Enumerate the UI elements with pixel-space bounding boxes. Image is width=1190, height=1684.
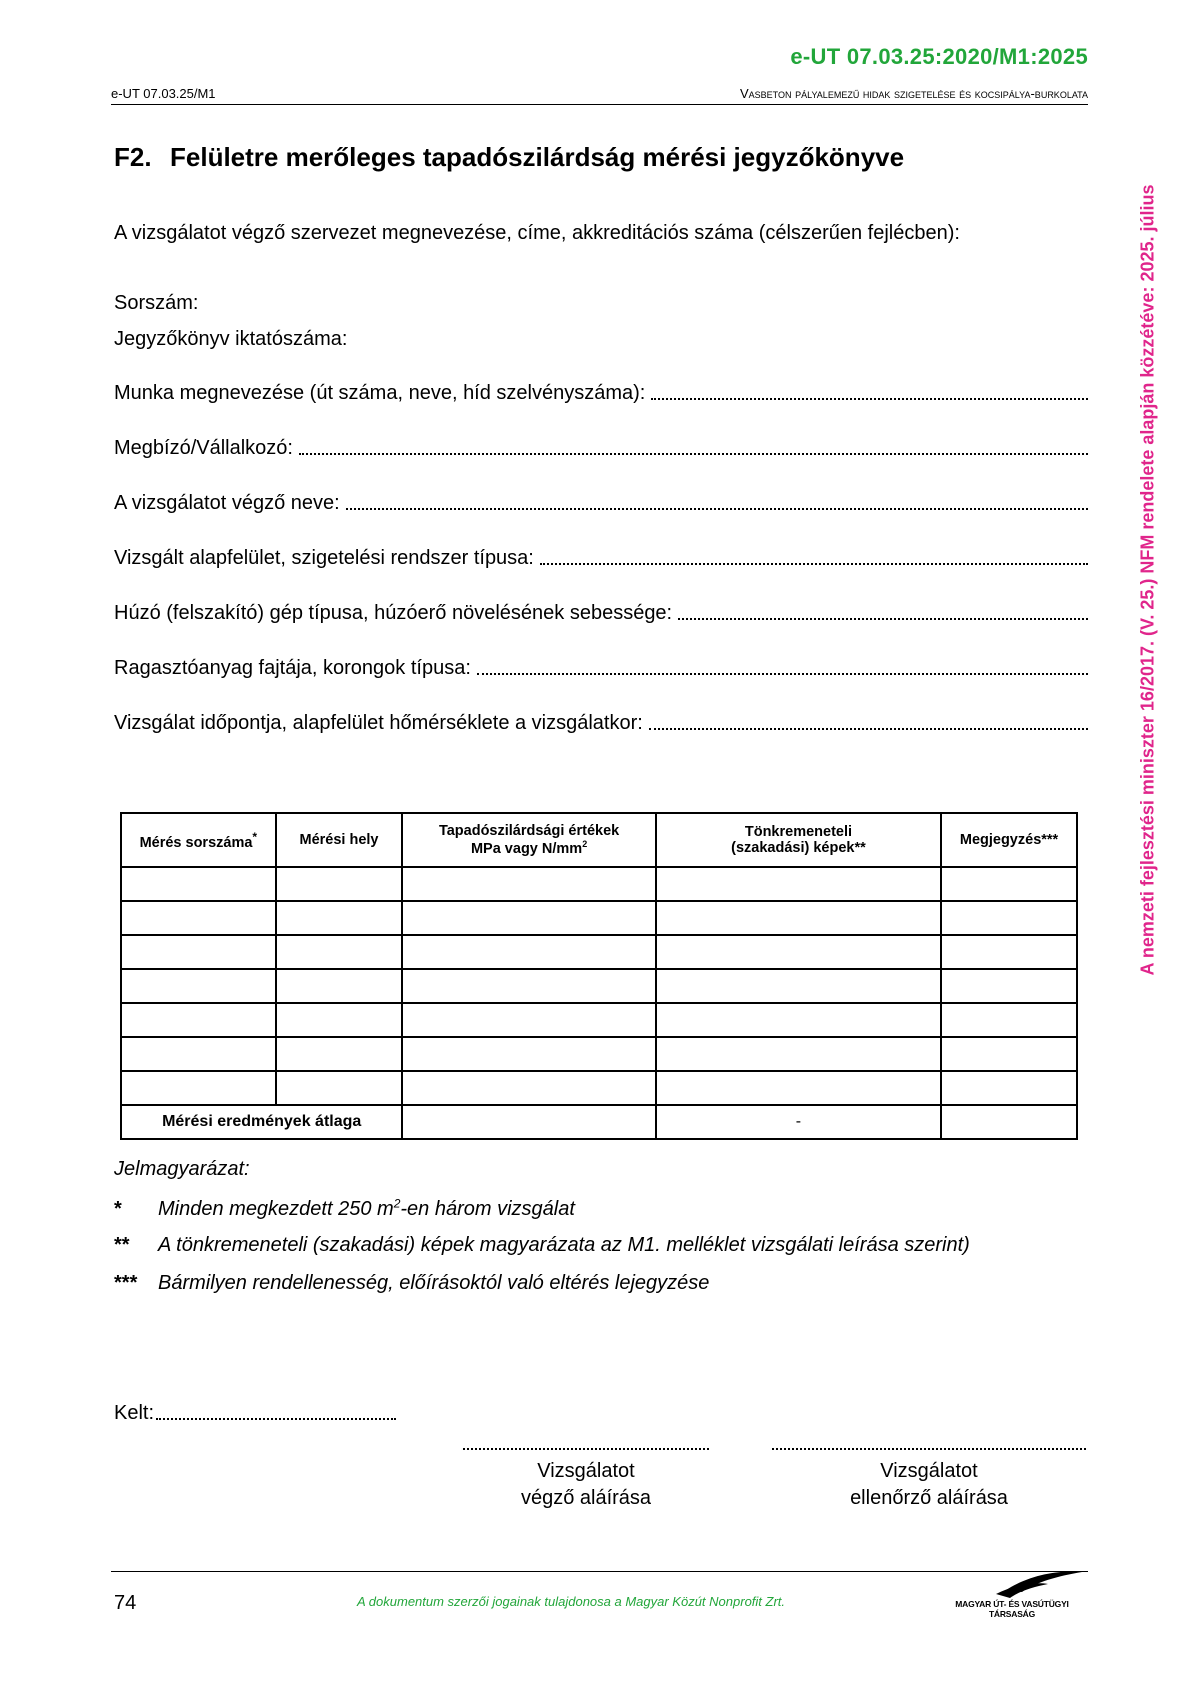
- table-row: [121, 969, 1077, 1003]
- table-cell[interactable]: [402, 1071, 655, 1105]
- page-number: 74: [114, 1592, 137, 1614]
- average-failure-cell: -: [656, 1105, 941, 1139]
- field-label: A vizsgálatot végző neve:: [114, 492, 340, 514]
- table-cell[interactable]: [941, 1071, 1077, 1105]
- table-cell[interactable]: [656, 1071, 941, 1105]
- table-cell[interactable]: [402, 901, 655, 935]
- table-cell[interactable]: [656, 1003, 941, 1037]
- header-tonkremeneteli: Tönkremeneteli (szakadási) képek**: [656, 813, 941, 867]
- legend-item: [114, 1272, 709, 1295]
- table-cell[interactable]: [121, 1003, 276, 1037]
- field-dotted-line: [540, 563, 1088, 565]
- field-dotted-line: [678, 618, 1088, 620]
- field-label: Húzó (felszakító) gép típusa, húzóerő növelésének sebessége:: [114, 602, 673, 624]
- table-cell[interactable]: [402, 969, 655, 1003]
- legend-text: A tönkremeneteli (szakadási) képek magyarázata az M1. melléklet vizsgálati leírása szerint): [158, 1234, 970, 1256]
- table-cell[interactable]: [276, 1071, 403, 1105]
- field-label: Vizsgált alapfelület, szigetelési rendszer típusa:: [114, 547, 534, 569]
- table-cell[interactable]: [656, 969, 941, 1003]
- field-dotted-line: [649, 728, 1088, 730]
- table-cell[interactable]: [121, 969, 276, 1003]
- table-cell[interactable]: [402, 935, 655, 969]
- table-cell[interactable]: [276, 935, 403, 969]
- kelt-dotted-line: [156, 1418, 396, 1420]
- header-megjegyzes: Megjegyzés***: [941, 813, 1077, 867]
- field-ragasztoanyag[interactable]: [114, 657, 1088, 680]
- table-row: [121, 901, 1077, 935]
- table-cell[interactable]: [121, 1071, 276, 1105]
- table-row: [121, 1071, 1077, 1105]
- table-header-row: [121, 813, 1077, 867]
- table-average-row: [121, 1105, 1077, 1139]
- sorszam-label: Sorszám:: [114, 292, 199, 314]
- table-row: [121, 1037, 1077, 1071]
- table-row: [121, 867, 1077, 901]
- average-note-cell[interactable]: [941, 1105, 1077, 1139]
- table-cell[interactable]: [656, 1037, 941, 1071]
- table-cell[interactable]: [941, 1037, 1077, 1071]
- title-text: Felületre merőleges tapadószilárdság mérési jegyzőkönyve: [170, 142, 905, 172]
- average-label: Mérési eredmények átlaga: [121, 1105, 402, 1139]
- table-cell[interactable]: [941, 867, 1077, 901]
- legend-symbol: ***: [114, 1272, 138, 1294]
- field-dotted-line: [346, 508, 1088, 510]
- field-alapfelulet[interactable]: [114, 547, 1088, 570]
- average-value-cell[interactable]: [402, 1105, 655, 1139]
- table-cell[interactable]: [121, 867, 276, 901]
- table-cell[interactable]: [941, 1003, 1077, 1037]
- field-huzogep[interactable]: [114, 602, 1088, 625]
- side-note-text: A nemzeti fejlesztési miniszter 16/2017. (V. 25.) NFM rendelete alapján közzétéve: 2025. július: [1137, 184, 1158, 976]
- table-cell[interactable]: [121, 1037, 276, 1071]
- field-dotted-line: [651, 398, 1088, 400]
- signature-caption-vegzo: Vizsgálatot végző aláírása: [520, 1460, 652, 1509]
- legend-symbol: **: [114, 1234, 130, 1256]
- legend-text: Bármilyen rendellenesség, előírásoktól való eltérés lejegyzése: [158, 1272, 710, 1294]
- legend-item: [114, 1196, 575, 1221]
- title-number: F2.: [114, 142, 152, 172]
- intro-text: A vizsgálatot végző szervezet megnevezése, címe, akkreditációs száma (célszerűen fejlécben):: [114, 222, 960, 244]
- table-cell[interactable]: [941, 901, 1077, 935]
- field-megbizo[interactable]: [114, 437, 1088, 460]
- legend-text: Minden megkezdett 250 $m^2-en$ három vizsgálat: [158, 1196, 575, 1220]
- table-cell[interactable]: [276, 1003, 403, 1037]
- field-label: Megbízó/Vállalkozó:: [114, 437, 293, 459]
- field-dotted-line: [299, 453, 1088, 455]
- legend-item: [114, 1234, 970, 1257]
- field-vizsgalo-neve[interactable]: [114, 492, 1088, 515]
- field-dotted-line: [477, 673, 1088, 675]
- table-cell[interactable]: [276, 1037, 403, 1071]
- table-row: [121, 1003, 1077, 1037]
- field-label: Ragasztóanyag fajtája, korongok típusa:: [114, 657, 471, 679]
- table-cell[interactable]: [656, 901, 941, 935]
- logo-text: MAGYAR ÚT- ÉS VASÚTÜGYI TÁRSASÁG: [955, 1599, 1069, 1619]
- measurement-table: [120, 812, 1078, 1140]
- table-cell[interactable]: [121, 935, 276, 969]
- table-cell[interactable]: [941, 935, 1077, 969]
- table-cell[interactable]: [402, 867, 655, 901]
- header-left-code: e-UT 07.03.25/M1: [111, 86, 216, 101]
- copyright-note: A dokumentum szerzői jogainak tulajdonosa a Magyar Közút Nonprofit Zrt.: [357, 1594, 786, 1609]
- field-label: Vizsgálat időpontja, alapfelület hőmérséklete a vizsgálatkor:: [114, 712, 643, 734]
- header-right-title: Vasbeton pályalemezű hidak szigetelése és kocsipálya-burkolata: [740, 86, 1088, 101]
- header-tapadoszilardsag: Tapadószilárdsági értékek MPa vagy $N/mm^2$: [402, 813, 655, 867]
- kelt-label: Kelt:: [114, 1402, 155, 1424]
- table-cell[interactable]: [276, 867, 403, 901]
- table-cell[interactable]: [656, 867, 941, 901]
- table-cell[interactable]: [121, 901, 276, 935]
- signature-line-ellenorzo[interactable]: [772, 1448, 1086, 1450]
- table-cell[interactable]: [656, 935, 941, 969]
- header-divider: [111, 104, 1088, 105]
- signature-line-vegzo[interactable]: [463, 1448, 709, 1450]
- header-meresi-hely: Mérési hely: [276, 813, 403, 867]
- page-title: [114, 142, 904, 173]
- table-cell[interactable]: [276, 901, 403, 935]
- table-cell[interactable]: [276, 969, 403, 1003]
- signature-caption-ellenorzo: Vizsgálatot ellenőrző aláírása: [850, 1460, 1008, 1509]
- document-code: e-UT 07.03.25:2020/M1:2025: [790, 44, 1088, 69]
- kelt-field[interactable]: [114, 1402, 396, 1425]
- legend-title: Jelmagyarázat:: [114, 1158, 250, 1180]
- table-cell[interactable]: [402, 1037, 655, 1071]
- field-munka[interactable]: [114, 382, 1088, 405]
- field-label: Munka megnevezése (út száma, neve, híd szelvényszáma):: [114, 382, 646, 404]
- header-meres-sorszama: Mérés sorszáma*: [121, 813, 276, 867]
- legend-symbol: *: [114, 1197, 122, 1220]
- table-cell[interactable]: [941, 969, 1077, 1003]
- iktatoszam-label: Jegyzőkönyv iktatószáma:: [114, 328, 348, 350]
- field-idopont[interactable]: [114, 712, 1088, 735]
- table-row: [121, 935, 1077, 969]
- table-cell[interactable]: [402, 1003, 655, 1037]
